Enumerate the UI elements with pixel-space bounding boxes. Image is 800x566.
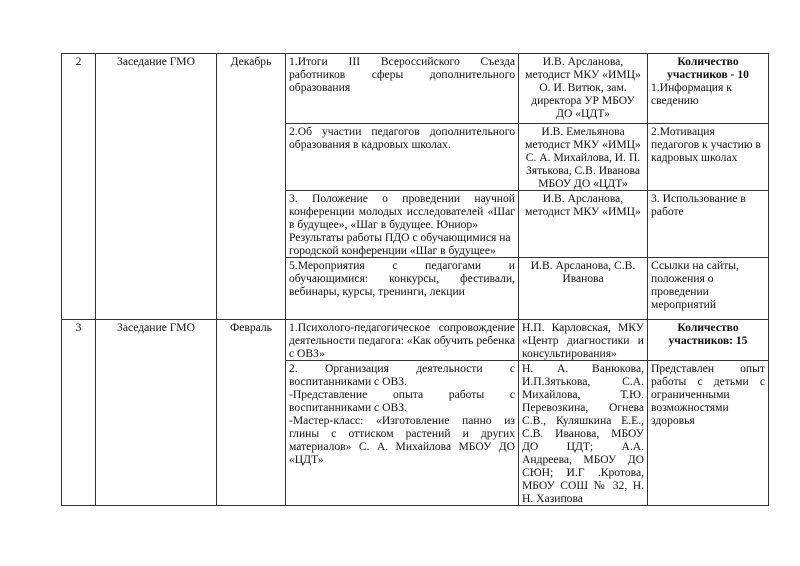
- result-text: 1.Информация к сведению: [651, 81, 732, 107]
- topic-cell: 5.Мероприятия с педагогами и обучающимися: конкурсы, фестивали, вебинары, курсы, тренинги, лекции: [286, 258, 519, 320]
- participants-count: Количество участников: 15: [668, 321, 748, 347]
- event-month: Февраль: [217, 320, 286, 506]
- result-cell: Представлен опыт работы с детьми с ограниченными возможностями здоровья: [648, 361, 769, 506]
- event-type: Заседание ГМО: [96, 320, 217, 506]
- result-cell: Ссылки на сайты, положения о проведении мероприятий: [648, 258, 769, 320]
- topic-text-extra: Результаты работы ПДО с обучающимися на городской конференции «Шаг в будущее»: [289, 231, 511, 257]
- topic-cell: 1.Психолого-педагогическое сопровождение деятельности педагога: «Как обучить ребенка с ОВЗ»: [286, 320, 519, 361]
- topic-line: -Представление опыта работы с воспитанниками с ОВЗ.: [289, 388, 515, 414]
- topic-cell: 1.Итоги III Всероссийского Съезда работников сферы дополнительного образования: [286, 54, 519, 124]
- participants-count: Количество участников - 10: [667, 55, 749, 81]
- topic-cell: 2.Об участии педагогов дополнительного образования в кадровых школах.: [286, 124, 519, 191]
- responsible-cell: И.В. Арсланова, методист МКУ «ИМЦ» О. И. Витюк, зам. директора УР МБОУ ДО «ЦДТ»: [519, 54, 648, 124]
- topic-line: 2. Организация деятельности с воспитанниками с ОВЗ.: [289, 362, 515, 388]
- responsible-cell: И.В. Емельянова методист МКУ «ИМЦ» С. А. Михайлова, И. П. Зятькова, С.В. Иванова МБОУ ДО «ЦДТ»: [519, 124, 648, 191]
- responsible-cell: И.В. Арсланова, С.В. Иванова: [519, 258, 648, 320]
- topic-cell: [286, 191, 519, 258]
- event-month: Декабрь: [217, 54, 286, 320]
- events-table: [61, 53, 769, 506]
- topic-text: 3. Положение о проведении научной конференции молодых исследователей «Шаг в будущее», «Шаг в будущее. Юниор»: [289, 192, 515, 231]
- responsible-cell: Н.П. Карловская, МКУ «Центр диагностики и консультирования»: [519, 320, 648, 361]
- table-row: [62, 54, 769, 124]
- topic-line: -Мастер-класс: «Изготовление панно из глины с оттиском растений и других материалов» С. А. Михайлова МБОУ ДО «ЦДТ»: [289, 414, 515, 466]
- row-number: 3: [62, 320, 96, 506]
- event-type: Заседание ГМО: [96, 54, 217, 320]
- result-cell: [648, 54, 769, 124]
- result-cell: [648, 320, 769, 361]
- result-cell: 3. Использование в работе: [648, 191, 769, 258]
- table-row: [62, 320, 769, 361]
- responsible-cell: Н. А. Ванюкова, И.П.Зятькова, С.А. Михайлова, Т.Ю. Перевозкина, Огнева С.В., Куляшкина Е.Е., С.В. Иванова, МБОУ ДО ЦДТ; А.А. Андреева, МБОУ ДО СЮН; И.Г .Кротова, МБОУ СОШ № 32, Н. Н. Хазипова: [519, 361, 648, 506]
- row-number: 2: [62, 54, 96, 320]
- responsible-cell: И.В. Арсланова, методист МКУ «ИМЦ»: [519, 191, 648, 258]
- topic-cell: [286, 361, 519, 506]
- result-cell: 2.Мотивация педагогов к участию в кадровых школах: [648, 124, 769, 191]
